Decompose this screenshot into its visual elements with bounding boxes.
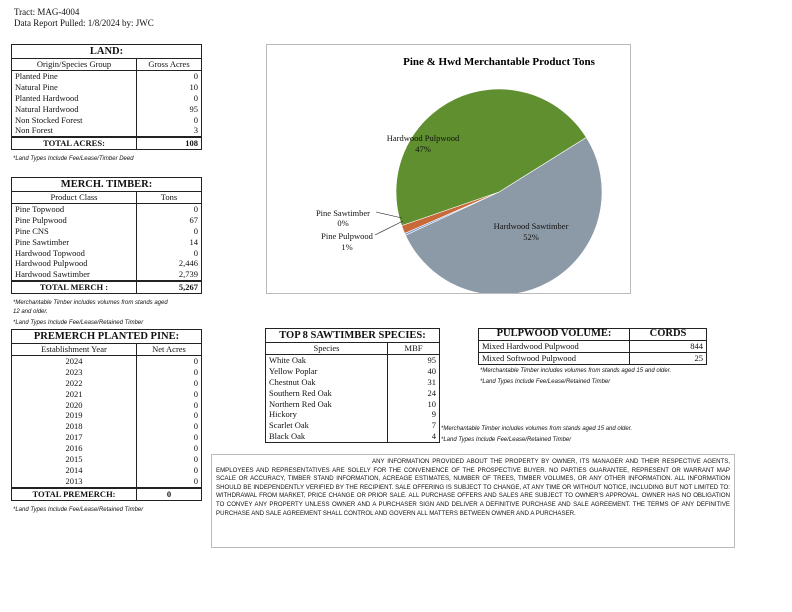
row-label: 2021 <box>65 388 83 399</box>
merch-col-class: Product Class <box>12 192 137 203</box>
table-row <box>12 104 201 115</box>
pct-hardwood-pulpwood: 47% <box>415 144 431 154</box>
row-label: Pine CNS <box>15 225 49 236</box>
top8-table <box>265 328 440 443</box>
table-row <box>12 454 201 465</box>
row-value: 9 <box>388 409 440 420</box>
row-value: 2,446 <box>137 258 202 269</box>
row-label: Pine Pulpwood <box>15 214 67 225</box>
pulpwood-title: PULPWOOD VOLUME: <box>479 329 630 340</box>
disclaimer-text: ANY INFORMATION PROVIDED ABOUT THE PROPERTY BY OWNER, ITS MANAGER AND THEIR RESPECTIVE AGENTS, EMPLOYEES AND REPRESENTATIVES ARE SOLELY FOR THE CONVENIENCE OF THE PROSPECTIVE BUYER. NO PARTIES GUARANTEE, REPRESENT OR WARRANT MAP SCALE OR ACCURACY, TIMBER STAND INFORMATION, ACREAGE ESTIMATES, NUMBER OF TREES, TIMBER VOLUMES, OR ANY OTHER INFORMATION. ALL INFORMATION SHOULD BE INDEPENDENTLY VERIFIED BY THE RECIPIENT. SALE OFFERING IS SUBJECT TO CHANGE, AT ANY TIME OR WITHOUT NOTICE, INCLUDING BUT NOT LIMITED TO: WITHDRAWAL FROM MARKET, PRICE CHANGE OR PRIOR SALE. ALL PURCHASE OFFERS AND SALES ARE SUBJECT TO OWNER'S APPROVAL. OWNER HAS NO OBLIGATION TO CONVEY ANY PROPERTY UNLESS OWNER AND A PURCHASER SIGN AND DELIVER A DEFINITIVE PURCHASE AND SALE AGREEMENT. THE TERMS OF ANY DEFINITIVE PURCHASE AND SALE AGREEMENT SHALL CONTROL AND GOVERN ALL MATTERS BETWEEN OWNER AND A PURCHASER. <box>216 458 730 517</box>
premerch-total-label: TOTAL PREMERCH: <box>12 488 137 500</box>
row-label: Non Forest <box>15 125 54 136</box>
land-title: LAND: <box>12 45 201 59</box>
row-value: 10 <box>137 82 202 93</box>
table-row <box>12 389 201 400</box>
row-value: 0 <box>137 203 202 214</box>
row-value: 95 <box>137 104 202 115</box>
row-label: Scarlet Oak <box>269 420 309 431</box>
table-row <box>12 400 201 411</box>
pie-chart-panel <box>266 44 631 294</box>
row-value: 0 <box>137 421 202 432</box>
premerch-note: *Land Types Include Fee/Lease/Retained Timber <box>13 507 144 513</box>
premerch-title: PREMERCH PLANTED PINE: <box>12 330 201 344</box>
table-row <box>12 432 201 443</box>
row-value: 31 <box>388 377 440 388</box>
row-label: Southern Red Oak <box>269 387 332 398</box>
row-value: 40 <box>388 366 440 377</box>
row-label: Natural Hardwood <box>15 103 79 114</box>
table-row <box>12 355 201 366</box>
row-value: 0 <box>137 410 202 421</box>
table-row <box>266 420 439 431</box>
top8-note-2: *Land Types Include Fee/Lease/Retained Timber <box>441 437 572 443</box>
row-label: Planted Pine <box>15 70 58 81</box>
row-value: 2,739 <box>137 269 202 281</box>
row-value: 844 <box>630 340 707 352</box>
merch-total-label: TOTAL MERCH : <box>12 281 137 293</box>
table-row <box>266 366 439 377</box>
pct-hardwood-sawtimber: 52% <box>523 232 539 242</box>
row-label: 2014 <box>65 464 83 475</box>
row-value: 0 <box>137 355 202 366</box>
table-row <box>12 248 201 259</box>
pulpwood-note-2: *Land Types Include Fee/Lease/Retained Timber <box>480 379 611 385</box>
row-label: Pine Sawtimber <box>15 236 70 247</box>
label-hardwood-sawtimber: Hardwood Sawtimber <box>493 221 569 231</box>
table-row <box>12 70 201 81</box>
row-label: 2016 <box>65 443 83 454</box>
row-value: 0 <box>137 389 202 400</box>
row-value: 4 <box>388 431 440 442</box>
table-row <box>12 465 201 476</box>
row-value: 67 <box>137 215 202 226</box>
table-row <box>12 378 201 389</box>
table-row <box>12 115 201 126</box>
top8-note-1: *Merchantable Timber includes volumes from stands aged 15 and older. <box>441 426 633 432</box>
table-row <box>12 203 201 214</box>
row-value: 0 <box>137 432 202 443</box>
table-row <box>12 226 201 237</box>
pie-slices <box>396 89 602 293</box>
top8-col-mbf: MBF <box>388 343 440 354</box>
top8-title: TOP 8 SAWTIMBER SPECIES: <box>266 329 439 343</box>
merch-note-1: *Merchantable Timber includes volumes from stands aged <box>13 300 168 306</box>
row-label: 2020 <box>65 399 83 410</box>
merch-title: MERCH. TIMBER: <box>12 178 201 192</box>
row-label: 2022 <box>65 377 83 388</box>
table-row <box>266 354 439 365</box>
table-row <box>266 377 439 388</box>
premerch-table <box>11 329 202 501</box>
row-value: 14 <box>137 237 202 248</box>
row-value: 25 <box>630 352 707 363</box>
top8-col-species: Species <box>266 343 388 354</box>
merch-col-tons: Tons <box>137 192 202 203</box>
merch-table <box>11 177 202 294</box>
row-value: 0 <box>137 70 202 81</box>
row-label: Hickory <box>269 409 297 420</box>
table-row <box>12 237 201 248</box>
label-pine-pulpwood: Pine Pulpwood <box>321 231 373 241</box>
table-row <box>12 367 201 378</box>
table-row <box>12 215 201 226</box>
row-label: Pine Topwood <box>15 203 65 214</box>
row-label: 2017 <box>65 432 83 443</box>
table-row <box>12 421 201 432</box>
label-pine-sawtimber: Pine Sawtimber <box>315 208 371 218</box>
table-row <box>266 388 439 399</box>
merch-note-2: 12 and older. <box>13 309 48 315</box>
table-row <box>12 269 201 281</box>
row-value: 0 <box>137 454 202 465</box>
row-value: 0 <box>137 465 202 476</box>
land-table <box>11 44 202 150</box>
row-value: 10 <box>388 399 440 410</box>
row-value: 0 <box>137 400 202 411</box>
land-total-value: 108 <box>137 137 202 149</box>
row-label: Mixed Hardwood Pulpwood <box>482 340 579 351</box>
land-note: *Land Types Include Fee/Lease/Timber Deed <box>13 156 134 162</box>
row-label: Chestnut Oak <box>269 376 316 387</box>
tract-id: Tract: MAG-4004 <box>14 7 80 17</box>
table-row <box>12 476 201 488</box>
row-value: 0 <box>137 476 202 488</box>
row-value: 0 <box>137 115 202 126</box>
row-label: Hardwood Topwood <box>15 247 85 258</box>
row-label: Hardwood Sawtimber <box>15 269 90 280</box>
row-value: 24 <box>388 388 440 399</box>
pulpwood-note-1: *Merchantable Timber includes volumes from stands aged 15 and older. <box>480 368 672 374</box>
row-value: 0 <box>137 226 202 237</box>
land-col-acres: Gross Acres <box>137 59 202 70</box>
pulpwood-table <box>478 328 707 365</box>
report-pulled: Data Report Pulled: 1/8/2024 by: JWC <box>14 18 154 28</box>
row-label: 2013 <box>65 475 83 486</box>
row-label: 2024 <box>65 355 83 366</box>
row-value: 95 <box>388 354 440 365</box>
premerch-total-value: 0 <box>137 488 202 500</box>
chart-title: Pine & Hwd Merchantable Product Tons <box>403 56 595 68</box>
table-row <box>479 340 706 352</box>
table-row <box>12 410 201 421</box>
row-label: Black Oak <box>269 431 306 442</box>
land-col-group: Origin/Species Group <box>12 59 137 70</box>
table-row <box>266 409 439 420</box>
table-row <box>479 352 706 363</box>
row-label: Mixed Softwood Pulpwood <box>479 352 630 363</box>
row-label: Non Stocked Forest <box>15 114 83 125</box>
row-label: Planted Hardwood <box>15 92 79 103</box>
pct-pine-pulpwood: 1% <box>341 242 353 252</box>
row-label: White Oak <box>269 354 307 365</box>
row-value: 7 <box>388 420 440 431</box>
row-label: Hardwood Pulpwood <box>15 258 88 269</box>
row-value: 0 <box>137 378 202 389</box>
table-row <box>266 399 439 410</box>
row-value: 0 <box>137 367 202 378</box>
leader-line-pine-pulpwood <box>375 221 403 235</box>
table-row <box>12 93 201 104</box>
row-label: Yellow Poplar <box>269 365 318 376</box>
merch-total-value: 5,267 <box>137 281 202 293</box>
row-value: 0 <box>137 248 202 259</box>
table-row <box>12 258 201 269</box>
merch-note-3: *Land Types Include Fee/Lease/Retained Timber <box>13 320 144 326</box>
row-label: 2018 <box>65 421 83 432</box>
row-value: 3 <box>137 125 202 137</box>
row-value: 0 <box>137 93 202 104</box>
table-row <box>266 431 439 442</box>
row-label: 2019 <box>65 410 83 421</box>
row-value: 0 <box>137 443 202 454</box>
table-row <box>12 125 201 137</box>
pulpwood-col-cords: CORDS <box>630 329 707 340</box>
row-label: 2015 <box>65 454 83 465</box>
table-row <box>12 82 201 93</box>
disclaimer-box <box>211 454 735 548</box>
table-row <box>12 443 201 454</box>
premerch-col-acres: Net Acres <box>137 344 202 355</box>
row-label: Northern Red Oak <box>269 398 332 409</box>
land-total-label: TOTAL ACRES: <box>12 137 137 149</box>
label-hardwood-pulpwood: Hardwood Pulpwood <box>386 133 460 143</box>
row-label: Natural Pine <box>15 81 58 92</box>
premerch-col-year: Establishment Year <box>12 344 137 355</box>
pct-pine-sawtimber: 0% <box>337 218 349 228</box>
row-label: 2023 <box>65 366 83 377</box>
pie-chart <box>267 45 630 293</box>
